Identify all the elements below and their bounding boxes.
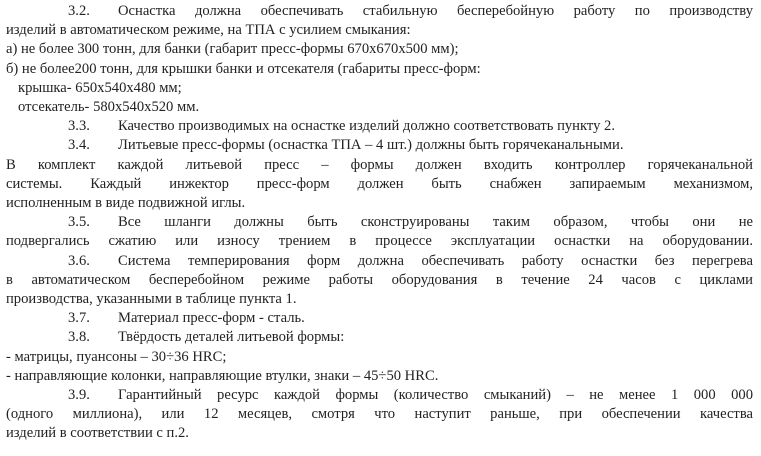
document-line — [6, 309, 753, 328]
document-line — [6, 328, 753, 347]
clause-number: 3.4. — [68, 137, 90, 154]
clause-number: 3.8. — [68, 329, 90, 346]
document-line — [6, 252, 753, 271]
document-line: крышка- 650х540х480 мм; — [18, 79, 182, 96]
document-line — [6, 213, 753, 232]
clause-number: 3.2. — [68, 3, 90, 19]
document-line: отсекатель- 580х540х520 мм. — [18, 99, 200, 115]
clause-number: 3.7. — [68, 310, 90, 327]
clause-text: Гарантийный ресурс каждой формы (количество смыканий) – не менее 1 000 000 — [118, 386, 753, 403]
clause-text: Материал пресс-форм - сталь. — [118, 310, 305, 327]
document-line — [6, 2, 753, 21]
clause-number: 3.9. — [68, 386, 90, 403]
document-line: (одного миллиона), или 12 месяцев, смотря что наступит раньше, при обеспечении качества — [6, 406, 753, 423]
document-line — [6, 386, 753, 405]
document-line: б) не более200 тонн, для крышки банки и отсекателя (габариты пресс-форм: — [6, 60, 481, 77]
document-line: подвергались сжатию или износу трением в процессе эксплуатации оснастки на оборудовании. — [6, 233, 753, 250]
clause-text: Все шланги должны быть сконструированы таким образом, чтобы они не — [118, 214, 753, 231]
document-line — [6, 136, 753, 155]
document-line: изделий в соответствии с п.2. — [6, 425, 189, 442]
document-line: изделий в автоматическом режиме, на ТПА с усилием смыкания: — [6, 22, 411, 39]
document-line: системы. Каждый инжектор пресс-форм должен быть снабжен запираемым механизмом, — [6, 175, 753, 192]
clause-text: Качество производимых на оснастке изделий должно соответствовать пункту 2. — [118, 118, 615, 135]
document-line: - направляющие колонки, направляющие втулки, знаки – 45÷50 HRC. — [6, 367, 439, 384]
clause-number: 3.3. — [68, 118, 90, 135]
clause-text: Система темперирования форм должна обеспечивать работу оснастки без перегрева — [118, 252, 753, 269]
document-line: - матрицы, пуансоны – 30÷36 HRC; — [6, 348, 227, 365]
document-line — [6, 117, 753, 136]
clause-text: Оснастка должна обеспечивать стабильную бесперебойную работу по производству — [118, 3, 753, 19]
clause-text: Литьевые пресс-формы (оснастка ТПА – 4 шт.) должны быть горячеканальными. — [118, 137, 624, 154]
document-line: исполненным в виде подвижной иглы. — [6, 194, 246, 211]
document-line: В комплект каждой литьевой пресс – формы должен входить контроллер горячеканальной — [6, 156, 753, 173]
document-line: а) не более 300 тонн, для банки (габарит пресс-формы 670х670х500 мм); — [6, 41, 459, 58]
clause-number: 3.5. — [68, 214, 90, 231]
document-line: в автоматическом бесперебойном режиме работы оборудования в течение 24 часов с циклами — [6, 271, 753, 288]
clause-number: 3.6. — [68, 252, 90, 269]
clause-text: Твёрдость деталей литьевой формы: — [118, 329, 345, 346]
document-line: производства, указанными в таблице пункта 1. — [6, 290, 297, 307]
